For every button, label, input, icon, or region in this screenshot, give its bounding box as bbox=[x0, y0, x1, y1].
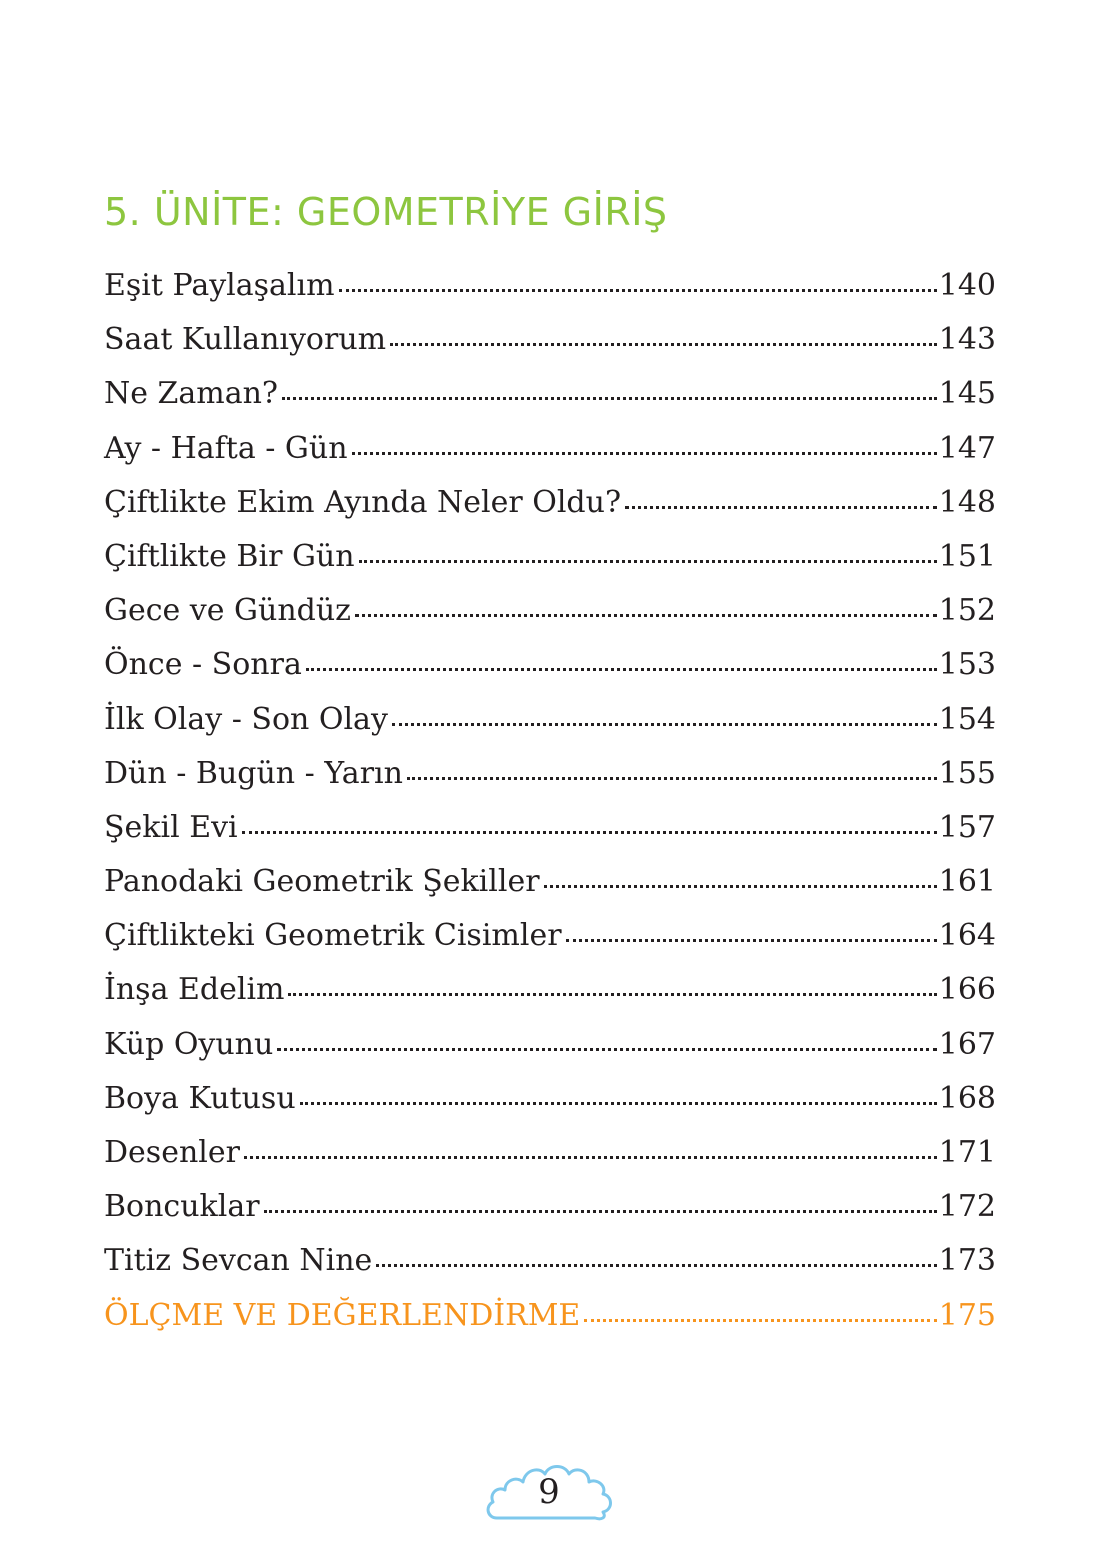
toc-entry-page: 164 bbox=[938, 918, 996, 954]
dot-leader bbox=[300, 1102, 937, 1105]
toc-entry-title: Dün - Bugün - Yarın bbox=[104, 755, 403, 791]
toc-entry-title: Çiftlikte Bir Gün bbox=[104, 538, 355, 574]
toc-entry-page: 155 bbox=[938, 755, 996, 791]
toc-entry[interactable] bbox=[104, 589, 996, 643]
toc-entry[interactable] bbox=[104, 1023, 996, 1077]
toc-entry-page: 161 bbox=[938, 864, 996, 900]
dot-leader bbox=[376, 1264, 936, 1267]
toc-entry-title: Gece ve Gündüz bbox=[104, 593, 351, 629]
toc-entry-page: 152 bbox=[938, 593, 996, 629]
dot-leader bbox=[242, 831, 937, 834]
toc-entry-title: Çiftlikteki Geometrik Cisimler bbox=[104, 918, 562, 954]
toc-entry-title: Ne Zaman? bbox=[104, 376, 279, 412]
dot-leader bbox=[566, 939, 937, 942]
toc-entry[interactable] bbox=[104, 914, 996, 968]
toc-entry-title: Saat Kullanıyorum bbox=[104, 322, 387, 358]
toc-entry-page: 168 bbox=[938, 1080, 996, 1116]
toc-entry[interactable] bbox=[104, 1131, 996, 1185]
dot-leader bbox=[392, 723, 937, 726]
toc-entry[interactable] bbox=[104, 698, 996, 752]
page-number: 9 bbox=[538, 1472, 560, 1512]
toc-entry-title: Önce - Sonra bbox=[104, 647, 302, 683]
dot-leader bbox=[352, 452, 937, 455]
dot-leader bbox=[264, 1210, 937, 1213]
toc-entry[interactable] bbox=[104, 481, 996, 535]
dot-leader bbox=[277, 1048, 936, 1051]
toc-entry[interactable] bbox=[104, 318, 996, 372]
toc-entry-page: 153 bbox=[938, 647, 996, 683]
toc-entry-page: 167 bbox=[938, 1026, 996, 1062]
toc-entry-page: 166 bbox=[938, 972, 996, 1008]
dot-leader bbox=[407, 777, 937, 780]
toc-entry-page: 175 bbox=[938, 1297, 996, 1333]
toc-entry-page: 171 bbox=[938, 1135, 996, 1170]
dot-leader bbox=[355, 614, 937, 617]
toc-entry[interactable] bbox=[104, 427, 996, 481]
dot-leader bbox=[390, 343, 937, 346]
dot-leader bbox=[306, 668, 937, 671]
toc-entry[interactable] bbox=[104, 372, 996, 426]
toc-entry-page: 145 bbox=[938, 376, 996, 412]
dot-leader bbox=[625, 506, 937, 509]
table-of-contents bbox=[104, 264, 996, 1348]
toc-entry[interactable] bbox=[104, 643, 996, 697]
dot-leader bbox=[288, 993, 936, 996]
toc-entry-title: Boncuklar bbox=[104, 1189, 260, 1225]
toc-entry[interactable] bbox=[104, 1239, 996, 1293]
toc-entry[interactable] bbox=[104, 1185, 996, 1239]
toc-entry-title: Ay - Hafta - Gün bbox=[104, 430, 348, 466]
toc-entry-title: İnşa Edelim bbox=[104, 972, 285, 1008]
dot-leader bbox=[282, 397, 937, 400]
unit-title: 5. ÜNİTE: GEOMETRİYE GİRİŞ bbox=[104, 190, 668, 234]
toc-entry-title: Titiz Sevcan Nine bbox=[104, 1243, 373, 1279]
dot-leader bbox=[244, 1156, 937, 1159]
toc-entry-page: 173 bbox=[938, 1243, 996, 1279]
dot-leader bbox=[544, 885, 937, 888]
toc-entry[interactable] bbox=[104, 806, 996, 860]
toc-entry-page: 143 bbox=[938, 322, 996, 358]
toc-entry[interactable] bbox=[104, 968, 996, 1022]
toc-entry-title: Boya Kutusu bbox=[104, 1080, 296, 1116]
toc-entry-page: 172 bbox=[938, 1189, 996, 1225]
toc-entry-page: 154 bbox=[938, 701, 996, 737]
toc-entry[interactable] bbox=[104, 264, 996, 318]
toc-entry-page: 151 bbox=[938, 538, 996, 574]
toc-entry-page: 148 bbox=[938, 484, 996, 520]
toc-entry[interactable] bbox=[104, 860, 996, 914]
page-number-badge bbox=[483, 1456, 615, 1526]
toc-entry-page: 140 bbox=[938, 268, 996, 303]
dot-leader bbox=[359, 560, 937, 563]
toc-entry[interactable] bbox=[104, 752, 996, 806]
toc-entry-assessment[interactable] bbox=[104, 1294, 996, 1348]
toc-entry-title: ÖLÇME VE DEĞERLENDİRME bbox=[104, 1297, 581, 1333]
toc-entry-page: 157 bbox=[938, 809, 996, 845]
toc-entry-title: Küp Oyunu bbox=[104, 1026, 274, 1062]
toc-entry-title: Çiftlikte Ekim Ayında Neler Oldu? bbox=[104, 484, 622, 520]
dot-leader bbox=[339, 289, 937, 292]
toc-entry[interactable] bbox=[104, 535, 996, 589]
toc-entry-page: 147 bbox=[938, 430, 996, 466]
dot-leader bbox=[584, 1319, 936, 1322]
toc-entry-title: İlk Olay - Son Olay bbox=[104, 701, 388, 737]
toc-entry-title: Panodaki Geometrik Şekiller bbox=[104, 864, 540, 900]
toc-entry-title: Desenler bbox=[104, 1135, 240, 1170]
toc-entry[interactable] bbox=[104, 1077, 996, 1131]
toc-entry-title: Şekil Evi bbox=[104, 809, 238, 845]
toc-entry-title: Eşit Paylaşalım bbox=[104, 268, 335, 303]
